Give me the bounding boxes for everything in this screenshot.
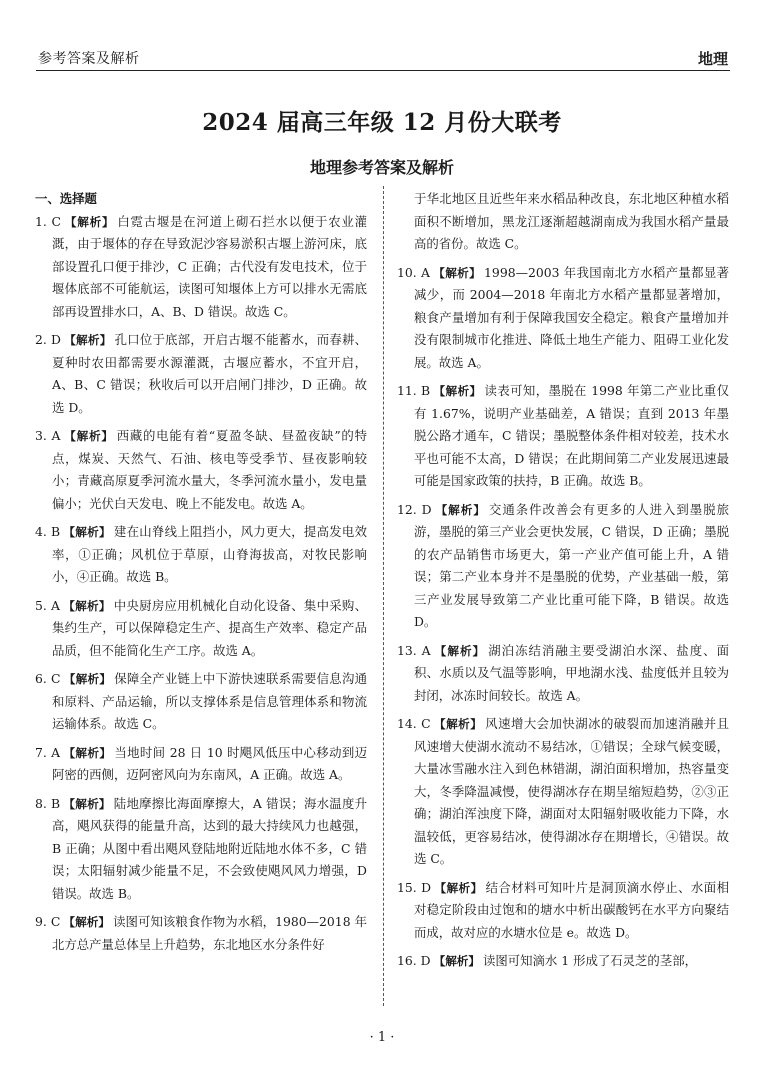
exam-title: 2024 届高三年级 12 月份大联考 (202, 109, 562, 136)
page-header (36, 46, 730, 71)
analysis-tag: 【解析】 (433, 954, 480, 968)
answer-item (397, 499, 729, 634)
left-column (35, 188, 367, 962)
question-number: 12. D (397, 501, 432, 517)
answer-item (35, 793, 367, 906)
analysis-tag: 【解析】 (63, 429, 114, 443)
answer-item (35, 521, 367, 589)
analysis-tag: 【解析】 (63, 598, 111, 613)
section-heading: 一、选择题 (35, 191, 97, 206)
header-subject: 地理 (697, 50, 728, 68)
analysis-tag: 【解析】 (63, 672, 112, 686)
analysis-tag: 【解析】 (63, 525, 111, 539)
answer-item (397, 262, 729, 375)
page-number: · 1 · (369, 1030, 395, 1045)
answer-item (35, 668, 367, 736)
analysis-tag: 【解析】 (433, 384, 482, 398)
left-answer-list (35, 211, 367, 957)
right-column (397, 188, 729, 979)
question-number: 1. C (35, 213, 62, 229)
analysis-tag: 【解析】 (63, 333, 112, 347)
answer-item (397, 950, 729, 973)
analysis-tag: 【解析】 (63, 745, 112, 760)
answer-item (397, 640, 729, 708)
analysis-tag: 【解析】 (64, 214, 115, 229)
answer-item (397, 380, 729, 493)
analysis-tag: 【解析】 (433, 643, 486, 658)
question-number: 16. D (397, 953, 431, 968)
question-number: 5. A (35, 597, 60, 613)
answer-item (35, 211, 367, 324)
answer-item (35, 425, 367, 515)
answer-subtitle: 地理参考答案及解析 (309, 158, 454, 177)
answer-text: 保障全产业链上中下游快速联系需要信息沟通和原料、产品运输，所以支撑体系是信息管理体系和物流运输体系。故选 C。 (52, 671, 367, 731)
question-number: 9. C (35, 914, 61, 929)
answer-text: 当地时间 28 日 10 时飓风低压中心移动到迈阿密的西侧，迈阿密风向为东南风，A 正确。故选 A。 (52, 744, 367, 782)
answer-item (35, 742, 367, 787)
question-number: 4. B (35, 524, 61, 539)
answer-item (397, 713, 729, 871)
column-divider (383, 186, 384, 1006)
question-number: 7. A (35, 744, 61, 760)
answer-text: 中央厨房应用机械化自动化设备、集中采购、集约生产，可以保障稳定生产、提高生产效率、稳定产品品质，但不能简化生产工序。故选 A。 (52, 597, 367, 658)
answer-text: 1998—2003 年我国南北方水稻产量都显著减少，而 2004—2018 年南北方水稻产量都显著增加，粮食产量增加有利于保障我国安全稳定。粮食产量增加并没有限制城市化推进、降低土地生产能力、阻碍工业化发展。故选 A。 (414, 264, 729, 370)
right-answer-list (397, 262, 729, 973)
analysis-tag: 【解析】 (434, 880, 483, 895)
answer-text: 读表可知，墨脱在 1998 年第二产业比重仅有 1.67%，说明产业基础差，A 错误；直到 2013 年墨脱公路才通车，C 错误；墨脱整体条件相对较差，技术水平也可能不太高，D 错误；在此期间第二产业发展迅速最可能是国家政策的扶持，B 正确。故选 B。 (414, 383, 729, 488)
analysis-tag: 【解析】 (63, 796, 111, 811)
answer-text: 交通条件改善会有更多的人进入到墨脱旅游，墨脱的第三产业会更快发展，C 错误，D 正确；墨脱的农产品销售市场更大，第一产业产值可能上升，A 错误；第二产业本身并不是墨脱的优势，产业基础一般，第三产业发展导致第二产业比重可能下降，B 错误。故选 D。 (414, 501, 729, 629)
answer-text: 孔口位于底部，开启古堰不能蓄水，而春耕、夏种时农田都需要水源灌溉，古堰应蓄水，不宜开启，A、B、C 错误；秋收后可以开启闸门排沙，D 正确。故选 D。 (52, 332, 368, 415)
question-number: 15. D (397, 879, 432, 895)
answer-text: 湖泊冻结消融主要受湖泊水深、盐度、面积、水质以及气温等影响，甲地湖水浅、盐度低并且较为封闭，冰冻时间较长。故选 A。 (414, 642, 729, 703)
question-number: 8. B (35, 795, 61, 811)
answer-text: 建在山脊线上阻挡小，风力更大，提高发电效率，①正确；风机位于草原，山脊海拔高，对牧民影响小，④正确。故选 B。 (52, 524, 367, 584)
answer-text: 读图可知该粮食作物为水稻，1980—2018 年北方总产量总体呈上升趋势，东北地区水分条件好 (52, 914, 367, 952)
question-number: 14. C (397, 716, 431, 731)
answer-text: 陆地摩擦比海面摩擦大，A 错误；海水温度升高，飓风获得的能量升高，达到的最大持续风力也越强，B 正确；从图中看出飓风登陆地附近陆地水体不多，C 错误；太阳辐射减少能量不足，不会致使飓风风力增强，D 错误。故选 B。 (52, 795, 367, 901)
answer-item (35, 595, 367, 663)
question-number: 11. B (397, 383, 431, 398)
answer-text: 白霓古堰是在河道上砌石拦水以便于农业灌溉，由于堰体的存在导致泥沙容易淤积古堰上游河床，底部设置孔口便于排沙，C 正确；古代没有发电技术，位于堰体底部不可能航运，读图可知堰体上方可以排水无需底部再设置排水口，A、B、D 错误。故选 C。 (52, 213, 367, 319)
analysis-tag: 【解析】 (432, 265, 482, 280)
analysis-tag: 【解析】 (433, 717, 483, 731)
question-number: 6. C (35, 671, 61, 686)
question-number: 3. A (35, 428, 61, 443)
answer-text: 结合材料可知叶片是洞顶滴水停止、水面相对稳定阶段由过饱和的塘水中析出碳酸钙在水平方向聚结而成，故对应的水塘水位是 e。故选 D。 (414, 879, 729, 940)
answer-text: 风速增大会加快湖冰的破裂而加速消融并且风速增大使湖水流动不易结冰，①错误；全球气候变暖，大量冰雪融水注入到色林错湖，湖泊面积增加，热容量变大，冬季降温减慢，使得湖冰存在期呈缩短趋势，②③正确；湖泊浑浊度下降，湖面对太阳辐射吸收能力下降，水温较低，更容易结冰，使得湖冰存在期增长，④错误。故选 C。 (414, 716, 729, 866)
question-number: 10. A (397, 264, 430, 280)
answer-continuation: 于华北地区且近些年来水稻品种改良，东北地区种植水稻面积不断增加，黑龙江逐渐超越湖南成为我国水稻产量最高的省份。故选 C。 (414, 191, 729, 251)
analysis-tag: 【解析】 (63, 915, 111, 929)
answer-item (35, 329, 367, 419)
answer-item (397, 877, 729, 945)
question-number: 13. A (397, 642, 431, 658)
answer-text: 读图可知滴水 1 形成了石灵芝的茎部， (482, 953, 697, 968)
analysis-tag: 【解析】 (434, 502, 486, 517)
answer-item (35, 911, 367, 956)
question-number: 2. D (35, 332, 61, 347)
answer-text: 西藏的电能有着“夏盈冬缺、昼盈夜缺”的特点，煤炭、天然气、石油、核电等受季节、昼夜影响较小；青藏高原夏季河流水量大，冬季河流水量小，发电量偏小；光伏白天发电、晚上不能发电。故选 A。 (52, 428, 367, 511)
header-left-text: 参考答案及解析 (38, 51, 140, 67)
